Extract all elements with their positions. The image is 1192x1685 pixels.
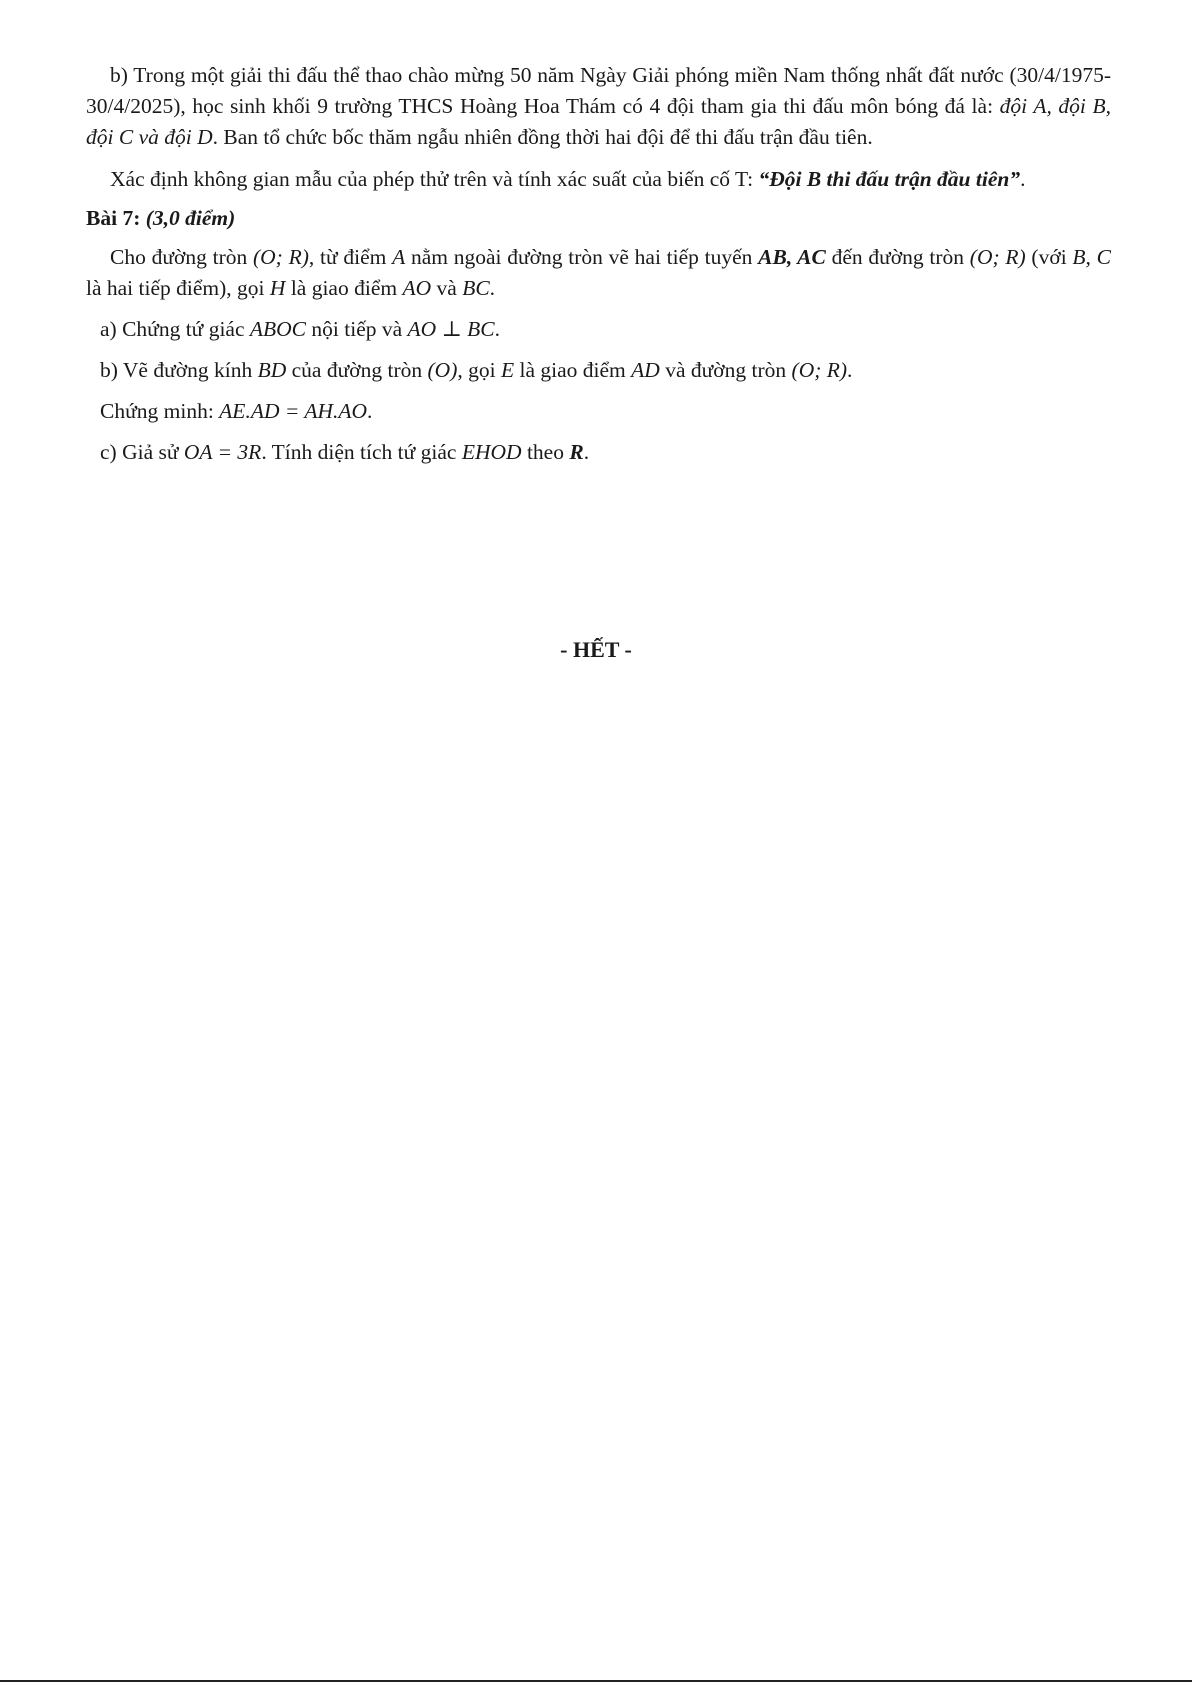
- question-7c: [86, 437, 1111, 468]
- math-point: A: [392, 245, 406, 269]
- page-bottom-rule: [0, 1680, 1192, 1682]
- intro-text: là giao điểm: [285, 276, 403, 300]
- question-7-heading: [86, 203, 1111, 234]
- item-text: .: [494, 317, 501, 341]
- exam-page: [86, 60, 1111, 468]
- math-segment: BD: [257, 358, 287, 382]
- task-end: .: [1020, 167, 1026, 191]
- item-text: .: [367, 399, 373, 423]
- math-relation: AO ⊥ BC: [407, 317, 495, 341]
- item-text: của đường tròn: [286, 358, 428, 382]
- question-7a: [86, 314, 1111, 345]
- math-segment: BC: [462, 276, 490, 300]
- item-text: Chứng minh:: [100, 399, 220, 423]
- math-quad: EHOD: [461, 440, 522, 464]
- intro-text: Cho đường tròn: [110, 245, 253, 269]
- item-text: .: [583, 440, 590, 464]
- item-text: , gọi: [457, 358, 501, 382]
- question-6b: [86, 60, 1111, 153]
- math-variable: R: [569, 440, 584, 464]
- part-label: b): [110, 63, 128, 87]
- math-quad: ABOC: [249, 317, 307, 341]
- item-text: a) Chứng tứ giác: [100, 317, 250, 341]
- math-circle: (O; R): [791, 358, 848, 382]
- item-text: . Tính diện tích tứ giác: [261, 440, 462, 464]
- math-points: B, C: [1072, 245, 1112, 269]
- end-mark: - HẾT -: [560, 637, 632, 662]
- math-equation: AE.AD = AH.AO: [219, 399, 368, 423]
- question-title: Bài 7:: [86, 206, 141, 230]
- item-text: c) Giả sử: [100, 440, 184, 464]
- item-text: b) Vẽ đường kính: [100, 358, 258, 382]
- item-text: .: [847, 358, 853, 382]
- question-7b-proof: [86, 396, 1111, 427]
- question-7-intro: [86, 242, 1111, 304]
- item-text: là giao điểm: [514, 358, 632, 382]
- intro-text: nằm ngoài đường tròn vẽ hai tiếp tuyến: [405, 245, 759, 269]
- item-text: nội tiếp và: [306, 317, 408, 341]
- question-points: (3,0 điểm): [145, 206, 236, 230]
- intro-text: .: [489, 276, 496, 300]
- intro-text: là hai tiếp điểm), gọi: [86, 276, 270, 300]
- math-point: H: [269, 276, 286, 300]
- math-equation: OA = 3R: [183, 440, 262, 464]
- math-point: E: [500, 358, 515, 382]
- team-list: đội A, đội B, đội C và đội D: [86, 94, 1112, 149]
- question-6b-task: [86, 164, 1111, 195]
- item-text: theo: [521, 440, 570, 464]
- math-segment: AD: [631, 358, 660, 382]
- math-tangents: AB, AC: [758, 245, 826, 269]
- question-text: Trong một giải thi đấu thể thao chào mừng 50 năm Ngày Giải phóng miền Nam thống nhất đất nước (30/4/1975-30/4/2025), học sinh khối 9 trường THCS Hoàng Hoa Thám có 4 đội tham gia thi đấu môn bóng đá là:: [86, 63, 1111, 118]
- item-text: và đường tròn: [659, 358, 792, 382]
- intro-text: (với: [1025, 245, 1073, 269]
- math-circle: (O): [427, 358, 458, 382]
- intro-text: , từ điểm: [308, 245, 393, 269]
- question-7b: [86, 355, 1111, 386]
- task-text: Xác định không gian mẫu của phép thử trên và tính xác suất của biến cố T:: [110, 167, 759, 191]
- question-text: . Ban tổ chức bốc thăm ngẫu nhiên đồng thời hai đội để thi đấu trận đầu tiên.: [212, 125, 873, 149]
- event-text: “Đội B thi đấu trận đầu tiên”: [758, 167, 1021, 191]
- math-segment: AO: [402, 276, 432, 300]
- intro-text: và: [431, 276, 463, 300]
- intro-text: đến đường tròn: [825, 245, 970, 269]
- math-circle: (O; R): [252, 245, 309, 269]
- math-circle: (O; R): [969, 245, 1026, 269]
